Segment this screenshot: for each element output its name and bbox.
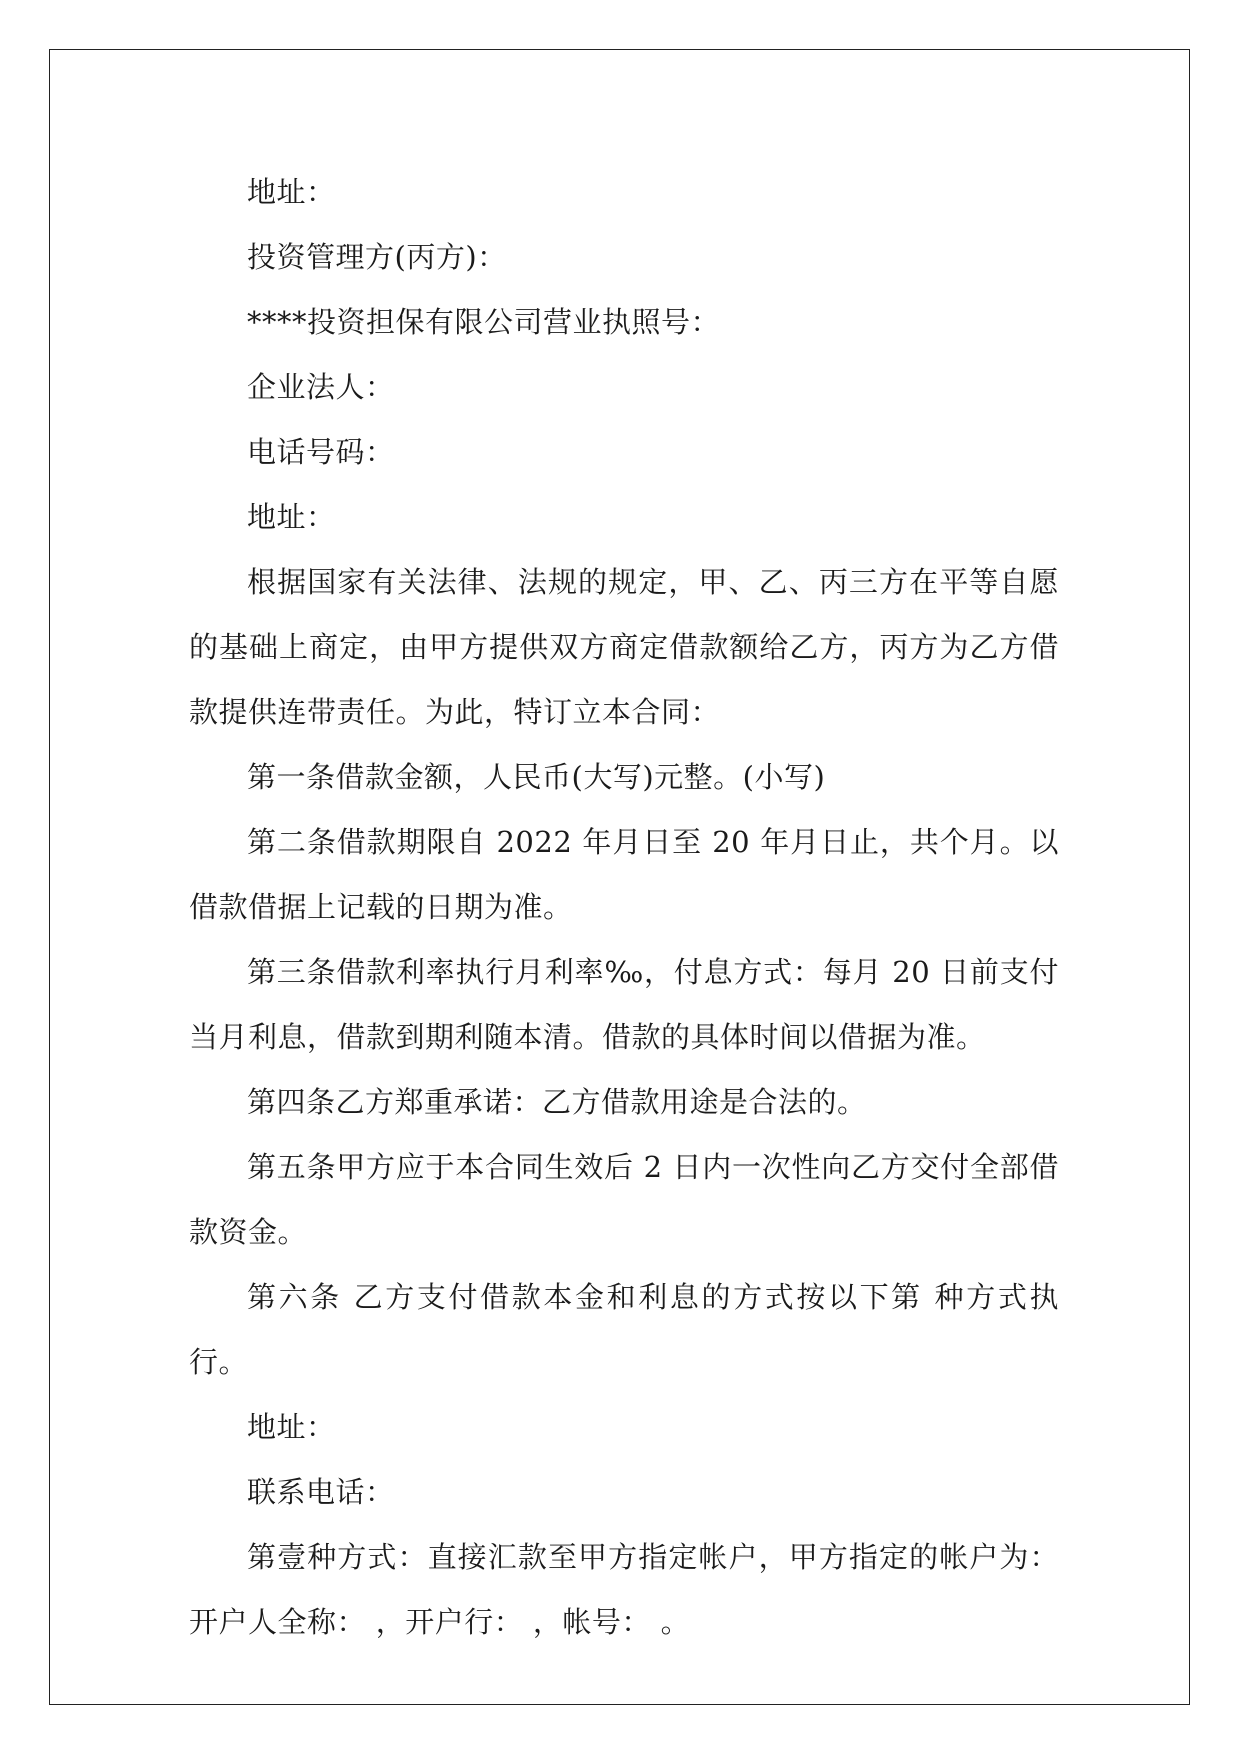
- paragraph-address-3: 地址：: [247, 1410, 336, 1444]
- paragraph-article-1: 第一条借款金额，人民币(大写)元整。(小写): [247, 760, 826, 794]
- paragraph-article-2: 第二条借款期限自 2022 年月日至 20 年月日止，共个月。以借款借据上记载的日期为准。: [189, 825, 1059, 924]
- paragraph-contact-phone: 联系电话：: [247, 1475, 395, 1509]
- paragraph-article-6: 第六条 乙方支付借款本金和利息的方式按以下第 种方式执行。: [189, 1280, 1059, 1379]
- paragraph-investment-manager: 投资管理方(丙方)：: [247, 240, 507, 274]
- document-body: [189, 160, 1059, 1655]
- paragraph-phone-number: 电话号码：: [247, 435, 395, 469]
- paragraph-article-3: 第三条借款利率执行月利率‰，付息方式：每月 20 日前支付当月利息，借款到期利随本清。借款的具体时间以借据为准。: [189, 955, 1059, 1054]
- paragraph-article-5: 第五条甲方应于本合同生效后 2 日内一次性向乙方交付全部借款资金。: [189, 1150, 1059, 1249]
- paragraph-article-4: 第四条乙方郑重承诺：乙方借款用途是合法的。: [247, 1085, 867, 1119]
- paragraph-payment-method-1: 第壹种方式：直接汇款至甲方指定帐户，甲方指定的帐户为：开户人全称： ，开户行： ，帐号： 。: [189, 1540, 1059, 1639]
- paragraph-license-number: ****投资担保有限公司营业执照号：: [247, 305, 721, 339]
- paragraph-address-1: 地址：: [247, 175, 336, 209]
- paragraph-legal-person: 企业法人：: [247, 370, 395, 404]
- paragraph-preamble: 根据国家有关法律、法规的规定，甲、乙、丙三方在平等自愿的基础上商定，由甲方提供双方商定借款额给乙方，丙方为乙方借款提供连带责任。为此，特订立本合同：: [189, 565, 1059, 729]
- paragraph-address-2: 地址：: [247, 500, 336, 534]
